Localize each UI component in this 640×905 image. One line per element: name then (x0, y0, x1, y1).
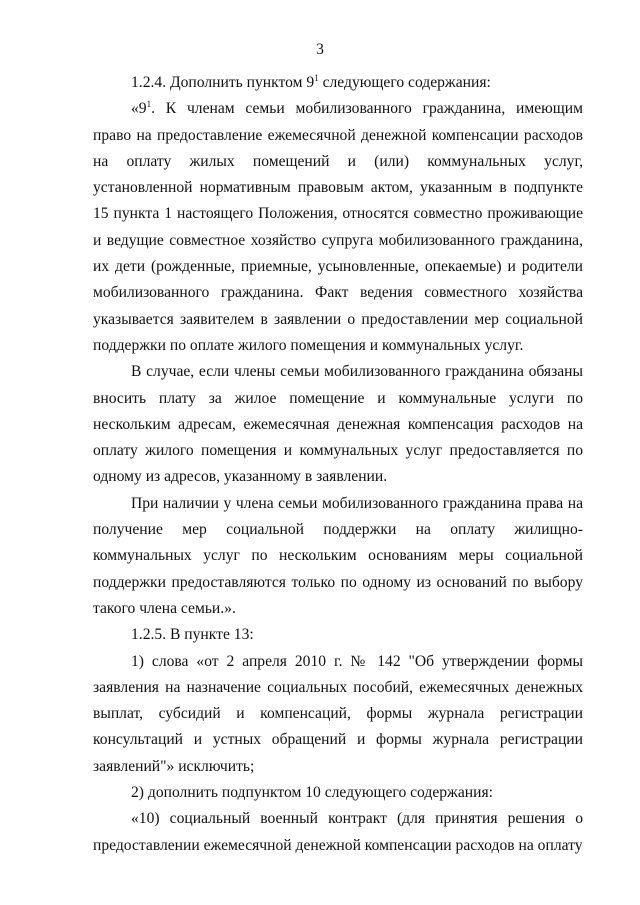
document-body (93, 70, 583, 859)
page-number: 3 (316, 41, 324, 58)
paragraph: 1.2.5. В пункте 13: (131, 626, 254, 644)
paragraph: «$9^1$. К членам семьи мобилизованного гражданина, имеющим право на предоставление ежемесячной денежной компенсации расходов на оплату жилых помещений и (или) коммунальных услуг, установленной нормативным правовым актом, указанным в подпункте 15 пункта 1 настоящего Положения, относятся совместно проживающие и ведущие совместное хозяйство супруга мобилизованного гражданина, их дети (рожденные, приемные, усыновленные, опекаемые) и родители мобилизованного гражданина. Факт ведения совместного хозяйства указывается заявителем в заявлении о предоставлении мер социальной поддержки по оплате жилого помещения и коммунальных услуг. (93, 99, 583, 354)
paragraph: 1) слова «от 2 апреля 2010 г. № 142 "Об утверждении формы заявления на назначение социальных пособий, ежемесячных денежных выплат, субсидий и компенсаций, формы журнала регистрации консультаций и устных обращений и формы журнала регистрации заявлений"» исключить; (93, 652, 583, 775)
paragraph: 1.2.4. Дополнить пунктом $9^1$ следующего содержания: (131, 72, 491, 91)
paragraph: В случае, если члены семьи мобилизованного гражданина обязаны вносить плату за жилое помещение и коммунальные услуги по нескольким адресам, ежемесячная денежная компенсация расходов на оплату жилого помещения и коммунальных услуг предоставляется по одному из адресов, указанному в заявлении. (93, 363, 583, 486)
paragraph: При наличии у члена семьи мобилизованного гражданина права на получение мер социальной поддержки на оплату жилищно-коммунальных услуг по нескольким основаниям меры социальной поддержки предоставляются только по одному из оснований по выбору такого члена семьи.». (93, 494, 583, 617)
paragraph: 2) дополнить подпунктом 10 следующего содержания: (131, 784, 493, 802)
paragraph: «10) социальный военный контракт (для принятия решения о предоставлении ежемесячной денежной компенсации расходов на оплату (93, 810, 583, 854)
